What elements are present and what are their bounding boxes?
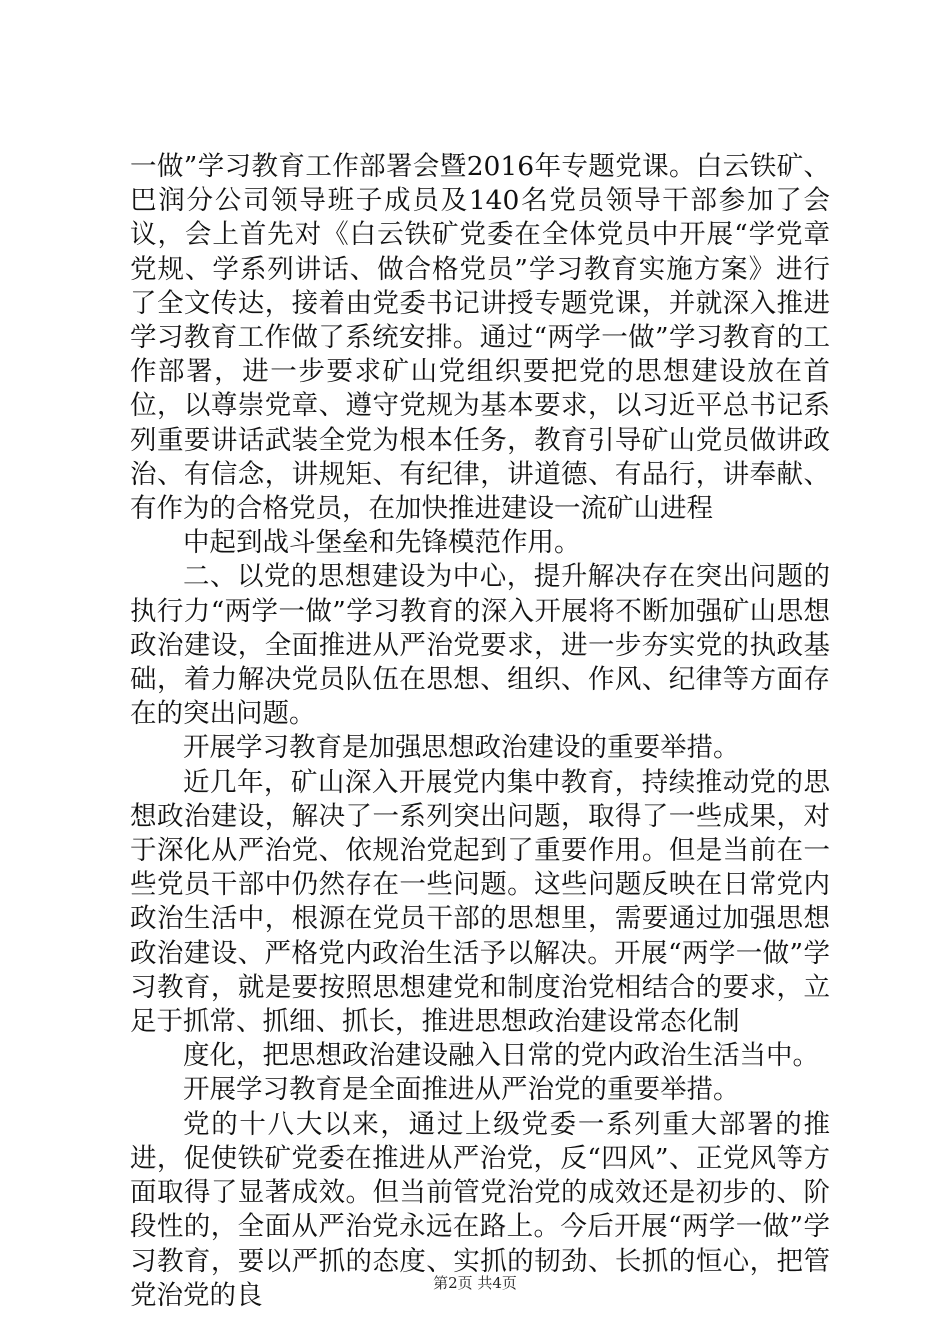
paragraph: 一做”学习教育工作部署会暨2016年专题党课。白云铁矿、巴润分公司领导班子成员及140名党员领导干部参加了会议，会上首先对《白云铁矿党委在全体党员中开展“学党章党规、学系列讲话、做合格党员”学习教育实施方案》进行了全文传达，接着由党委书记讲授专题党课，并就深入推进学习教育工作做了系统安排。通过“两学一做”学习教育的工作部署，进一步要求矿山党组织要把党的思想建设放在首位，以尊崇党章、遵守党规为基本要求，以习近平总书记系列重要讲话武装全党为根本任务，教育引导矿山党员做讲政治、有信念，讲规矩、有纪律，讲道德、有品行，讲奉献、有作为的合格党员，在加快推进建设一流矿山进程 (130, 151, 830, 525)
paragraph: 近几年，矿山深入开展党内集中教育，持续推动党的思想政治建设，解决了一系列突出问题，取得了一些成果，对于深化从严治党、依规治党起到了重要作用。但是当前在一些党员干部中仍然存在一些问题。这些问题反映在日常党内政治生活中，根源在党员干部的思想里，需要通过加强思想政治建设、严格党内政治生活予以解决。开展“两学一做”学习教育，就是要按照思想建党和制度治党相结合的要求，立足于抓常、抓细、抓长，推进思想政治建设常态化制 (130, 766, 830, 1038)
paragraph: 开展学习教育是全面推进从严治党的重要举措。 (183, 1074, 740, 1106)
page-number-footer: 第2页 共4页 (433, 1274, 517, 1292)
paragraph: 开展学习教育是加强思想政治建设的重要举措。 (183, 732, 740, 764)
document-body (130, 150, 830, 1313)
paragraph: 二、以党的思想建设为中心，提升解决存在突出问题的执行力“两学一做”学习教育的深入开展将不断加强矿山思想政治建设，全面推进从严治党要求，进一步夯实党的执政基础，着力解决党员队伍在思想、组织、作风、纪律等方面存在的突出问题。 (130, 561, 830, 730)
paragraph: 党的十八大以来，通过上级党委一系列重大部署的推进，促使铁矿党委在推进从严治党，反“四风”、正党风等方面取得了显著成效。但当前管党治党的成效还是初步的、阶段性的，全面从严治党永远在路上。今后开展“两学一做”学习教育，要以严抓的态度、实抓的韧劲、长抓的恒心，把管党治党的良 (130, 1108, 830, 1311)
paragraph: 中起到战斗堡垒和先锋模范作用。 (183, 527, 581, 559)
paragraph: 度化，把思想政治建设融入日常的党内政治生活当中。 (183, 1040, 819, 1072)
